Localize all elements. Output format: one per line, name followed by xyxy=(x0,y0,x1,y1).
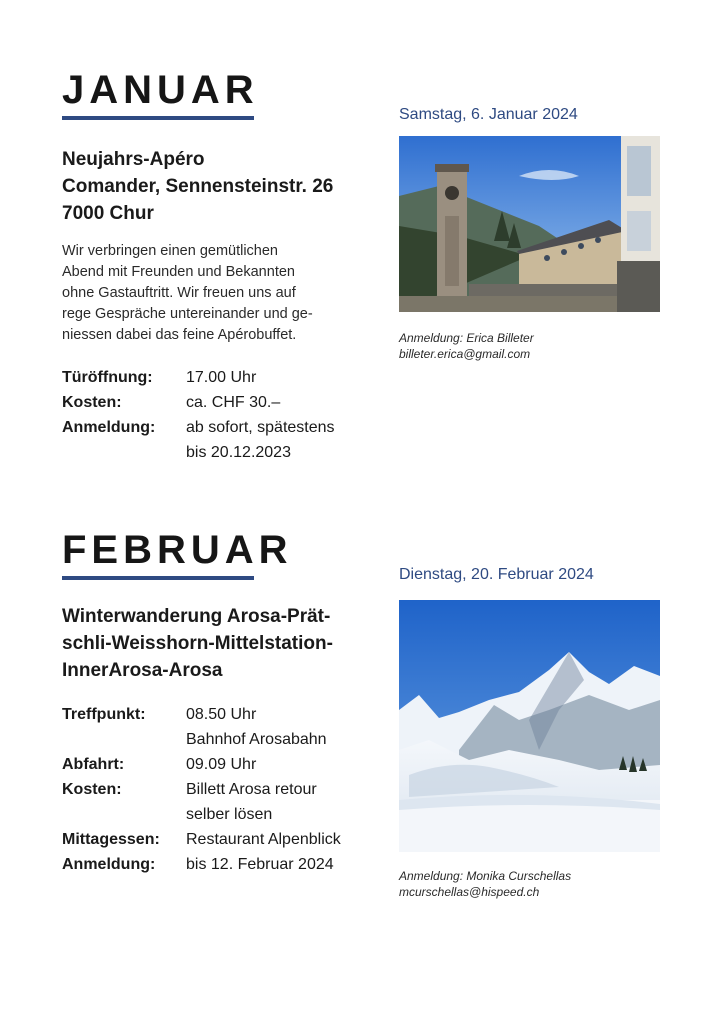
description-line: Abend mit Freunden und Bekannten xyxy=(62,264,295,280)
description-line: Wir verbringen einen gemütlichen xyxy=(62,243,278,259)
detail-row-abfahrt xyxy=(62,752,382,777)
heading-underline-februar xyxy=(62,576,254,580)
contact-name: Anmeldung: Monika Curschellas xyxy=(399,869,572,883)
detail-label: Mittagessen: xyxy=(62,831,160,848)
church-tower-photo xyxy=(399,136,660,312)
detail-row-mittagessen xyxy=(62,827,382,852)
event-date-januar: Samstag, 6. Januar 2024 xyxy=(399,106,578,123)
contact-januar xyxy=(399,330,699,362)
detail-label: Kosten: xyxy=(62,394,122,411)
detail-value-line: Restaurant Alpenblick xyxy=(186,831,341,848)
event-title-januar xyxy=(62,146,382,227)
detail-value xyxy=(186,827,382,852)
detail-value xyxy=(186,702,382,752)
detail-label: Abfahrt: xyxy=(62,756,125,773)
detail-value-line: 17.00 Uhr xyxy=(186,369,257,386)
detail-value-line: selber lösen xyxy=(186,806,273,823)
event-title-line: Winterwanderung Arosa-Prät- xyxy=(62,606,331,627)
heading-underline-januar xyxy=(62,116,254,120)
description-line: niessen dabei das feine Apérobuffet. xyxy=(62,327,297,343)
detail-row-anmeldung xyxy=(62,415,382,465)
event-date-februar: Dienstag, 20. Februar 2024 xyxy=(399,566,594,583)
detail-value-line: bis 12. Februar 2024 xyxy=(186,856,334,873)
detail-value xyxy=(186,365,382,390)
month-heading-februar: FEBRUAR xyxy=(62,528,293,572)
month-heading-januar: JANUAR xyxy=(62,68,259,112)
event-title-line: schli-Weisshorn-Mittelstation- xyxy=(62,633,333,654)
event-title-line: Neujahrs-Apéro xyxy=(62,149,205,170)
event-title-februar xyxy=(62,603,382,684)
detail-value-line: 09.09 Uhr xyxy=(186,756,257,773)
detail-value xyxy=(186,390,382,415)
detail-value xyxy=(186,752,382,777)
event-title-line: InnerArosa-Arosa xyxy=(62,660,223,681)
contact-name: Anmeldung: Erica Billeter xyxy=(399,331,534,345)
description-line: rege Gespräche untereinander und ge- xyxy=(62,306,313,322)
event-description-januar xyxy=(62,241,352,346)
detail-value-line: 08.50 Uhr xyxy=(186,706,257,723)
description-line: ohne Gastauftritt. Wir freuen uns auf xyxy=(62,285,296,301)
detail-row-anmeldung xyxy=(62,852,382,877)
snowy-mountain-photo xyxy=(399,600,660,852)
detail-row-treffpunkt xyxy=(62,702,382,752)
detail-label: Kosten: xyxy=(62,781,122,798)
detail-value-line: Bahnhof Arosabahn xyxy=(186,731,327,748)
detail-row-kosten xyxy=(62,777,382,827)
event-details-januar xyxy=(62,365,382,465)
detail-value-line: Billett Arosa retour xyxy=(186,781,317,798)
event-title-line: 7000 Chur xyxy=(62,203,154,224)
detail-label: Anmeldung: xyxy=(62,856,156,873)
detail-value-line: bis 20.12.2023 xyxy=(186,444,291,461)
detail-value-line: ab sofort, spätestens xyxy=(186,419,335,436)
event-details-februar xyxy=(62,702,382,877)
event-title-line: Comander, Sennensteinstr. 26 xyxy=(62,176,334,197)
detail-value xyxy=(186,852,382,877)
detail-value xyxy=(186,415,382,465)
contact-email: mcurschellas@hispeed.ch xyxy=(399,885,540,899)
detail-label: Anmeldung: xyxy=(62,419,156,436)
contact-email: billeter.erica@gmail.com xyxy=(399,347,531,361)
detail-row-tueroeffnung xyxy=(62,365,382,390)
contact-februar xyxy=(399,868,699,900)
detail-value xyxy=(186,777,382,827)
detail-value-line: ca. CHF 30.– xyxy=(186,394,281,411)
detail-label: Türöffnung: xyxy=(62,369,153,386)
detail-row-kosten xyxy=(62,390,382,415)
detail-label: Treffpunkt: xyxy=(62,706,146,723)
